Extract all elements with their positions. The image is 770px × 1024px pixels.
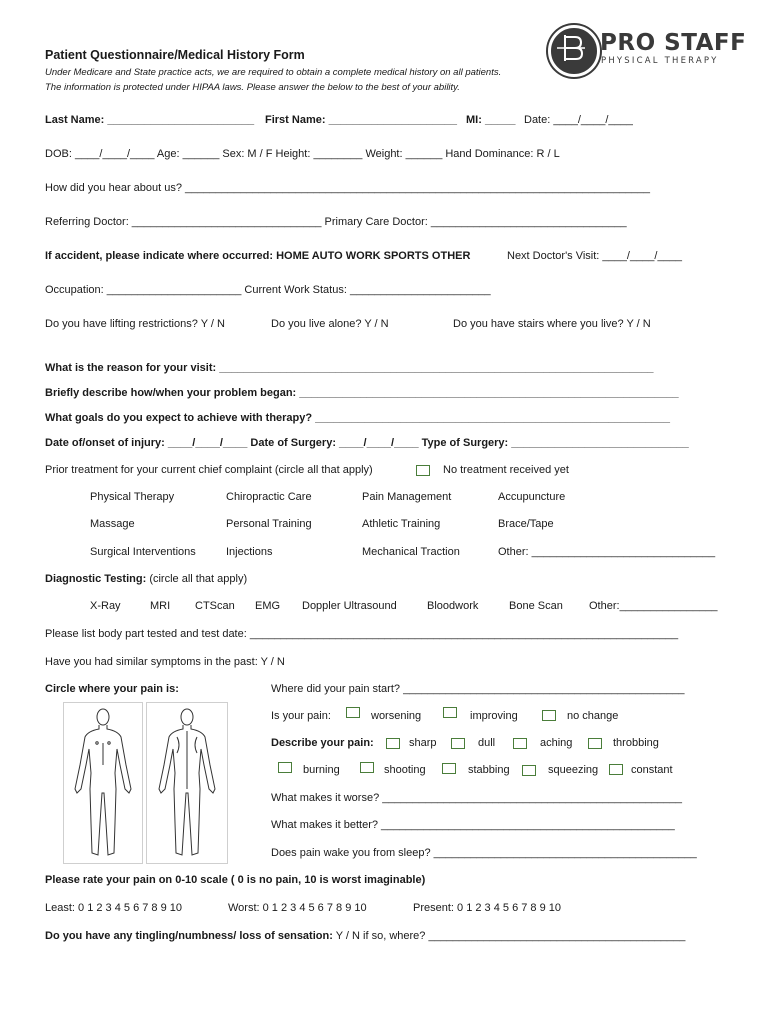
- burning-label: burning: [303, 764, 340, 776]
- describe-pain-label: Describe your pain:: [271, 737, 374, 749]
- throbbing-label: throbbing: [613, 737, 659, 749]
- stabbing-checkbox[interactable]: [442, 763, 456, 774]
- diagnostic-option[interactable]: Bloodwork: [427, 600, 479, 612]
- diagnostic-label-bold: Diagnostic Testing:: [45, 573, 147, 585]
- dull-label: dull: [478, 737, 496, 749]
- burning-checkbox[interactable]: [278, 762, 292, 773]
- logo-mark: [548, 25, 600, 77]
- injury-dates-row[interactable]: Date of/onset of injury: ____/____/____ Date of Surgery: ____/____/____ Type of Surgery: _____________________________: [45, 437, 689, 449]
- constant-label: constant: [631, 764, 673, 776]
- prior-treatment-label: Prior treatment for your current chief complaint (circle all that apply): [45, 464, 373, 476]
- form-title: Patient Questionnaire/Medical History Form: [45, 48, 305, 62]
- worsening-checkbox[interactable]: [346, 707, 360, 718]
- mi-field[interactable]: MI: _____: [466, 114, 516, 126]
- treatment-option[interactable]: Athletic Training: [362, 518, 441, 530]
- diagnostic-option[interactable]: X-Ray: [90, 600, 121, 612]
- body-part-field[interactable]: Please list body part tested and test date: ______________________________________________________________________: [45, 628, 679, 640]
- diagnostic-option[interactable]: MRI: [150, 600, 171, 612]
- tingling-answer[interactable]: Y / N if so, where? __________________________________________: [335, 930, 686, 942]
- doctor-row[interactable]: Referring Doctor: _______________________________ Primary Care Doctor: ________________________________: [45, 216, 627, 228]
- live-alone-question[interactable]: Do you live alone? Y / N: [271, 318, 389, 330]
- dob-row[interactable]: DOB: ____/____/____ Age: ______ Sex: M / F Height: ________ Weight: ______ Hand Dominance: R / L: [45, 148, 560, 160]
- treatment-option[interactable]: Personal Training: [226, 518, 312, 530]
- intro-line-2: The information is protected under HIPAA laws. Please answer the below to the best of your ability.: [45, 82, 460, 93]
- intro-line-1: Under Medicare and State practice acts, we are required to obtain a complete medical history on all patients.: [45, 67, 502, 78]
- pain-trend-label: Is your pain:: [271, 710, 331, 722]
- occupation-row[interactable]: Occupation: ______________________ Current Work Status: _______________________: [45, 284, 491, 296]
- body-front-icon: [64, 703, 142, 863]
- treatment-option[interactable]: Accupuncture: [498, 491, 566, 503]
- no-treatment-checkbox[interactable]: [416, 465, 430, 476]
- no-change-label: no change: [567, 710, 619, 722]
- diagnostic-option[interactable]: EMG: [255, 600, 281, 612]
- treatment-option[interactable]: Mechanical Traction: [362, 546, 460, 558]
- body-back-figure[interactable]: [146, 702, 228, 864]
- better-field[interactable]: What makes it better? ________________________________________________: [271, 819, 675, 831]
- date-field[interactable]: Date: ____/____/____: [524, 114, 633, 126]
- present-scale[interactable]: Present: 0 1 2 3 4 5 6 7 8 9 10: [413, 902, 561, 914]
- worst-scale[interactable]: Worst: 0 1 2 3 4 5 6 7 8 9 10: [228, 902, 367, 914]
- worsening-label: worsening: [371, 710, 422, 722]
- sharp-label: sharp: [409, 737, 437, 749]
- tingling-label: Do you have any tingling/numbness/ loss of sensation:: [45, 930, 333, 942]
- diagnostic-label: [45, 573, 247, 586]
- treatment-option[interactable]: Brace/Tape: [498, 518, 554, 530]
- least-scale[interactable]: Least: 0 1 2 3 4 5 6 7 8 9 10: [45, 902, 182, 914]
- similar-symptoms-question[interactable]: Have you had similar symptoms in the past: Y / N: [45, 656, 285, 668]
- circle-pain-label: Circle where your pain is:: [45, 683, 179, 695]
- next-visit-field[interactable]: Next Doctor's Visit: ____/____/____: [507, 250, 682, 262]
- throbbing-checkbox[interactable]: [588, 738, 602, 749]
- shooting-label: shooting: [384, 764, 426, 776]
- pain-start-field[interactable]: Where did your pain start? ______________________________________________: [271, 683, 685, 695]
- treatment-option[interactable]: Physical Therapy: [90, 491, 175, 503]
- no-change-checkbox[interactable]: [542, 710, 556, 721]
- diagnostic-option[interactable]: Doppler Ultrasound: [302, 600, 397, 612]
- hear-about-field[interactable]: How did you hear about us? ____________________________________________________________________________: [45, 182, 650, 194]
- sharp-checkbox[interactable]: [386, 738, 400, 749]
- treatment-other-field[interactable]: Other: ______________________________: [498, 546, 716, 558]
- improving-label: improving: [470, 710, 518, 722]
- diagnostic-option[interactable]: CTScan: [195, 600, 235, 612]
- lifting-question[interactable]: Do you have lifting restrictions? Y / N: [45, 318, 225, 330]
- shooting-checkbox[interactable]: [360, 762, 374, 773]
- diagnostic-option[interactable]: Bone Scan: [509, 600, 563, 612]
- reason-field[interactable]: What is the reason for your visit: _______________________________________________________________________: [45, 362, 654, 374]
- treatment-option[interactable]: Massage: [90, 518, 135, 530]
- dull-checkbox[interactable]: [451, 738, 465, 749]
- body-back-icon: [147, 703, 227, 863]
- worse-field[interactable]: What makes it worse? _________________________________________________: [271, 792, 683, 804]
- aching-checkbox[interactable]: [513, 738, 527, 749]
- accident-location[interactable]: If accident, please indicate where occurred: HOME AUTO WORK SPORTS OTHER: [45, 250, 471, 262]
- treatment-option[interactable]: Surgical Interventions: [90, 546, 196, 558]
- constant-checkbox[interactable]: [609, 764, 623, 775]
- logo-brand: PRO STAFF: [600, 30, 747, 56]
- aching-label: aching: [540, 737, 573, 749]
- tingling-question[interactable]: [45, 930, 685, 943]
- body-front-figure[interactable]: [63, 702, 143, 864]
- diagnostic-label-note: (circle all that apply): [149, 573, 248, 585]
- pain-scale-title: Please rate your pain on 0-10 scale ( 0 is no pain, 10 is worst imaginable): [45, 874, 426, 886]
- improving-checkbox[interactable]: [443, 707, 457, 718]
- goals-field[interactable]: What goals do you expect to achieve with therapy? __________________________________________________________: [45, 412, 670, 424]
- treatment-option[interactable]: Pain Management: [362, 491, 452, 503]
- squeezing-label: squeezing: [548, 764, 599, 776]
- stabbing-label: stabbing: [468, 764, 510, 776]
- sleep-field[interactable]: Does pain wake you from sleep? ___________________________________________: [271, 847, 697, 859]
- first-name-field[interactable]: First Name: _____________________: [265, 114, 458, 126]
- diagnostic-other-field[interactable]: Other:________________: [589, 600, 718, 612]
- logo-tagline: PHYSICAL THERAPY: [601, 56, 719, 66]
- no-treatment-label: No treatment received yet: [443, 464, 569, 476]
- last-name-field[interactable]: Last Name: ________________________: [45, 114, 255, 126]
- problem-began-field[interactable]: Briefly describe how/when your problem began: ______________________________________________________________: [45, 387, 679, 399]
- stairs-question[interactable]: Do you have stairs where you live? Y / N: [453, 318, 651, 330]
- squeezing-checkbox[interactable]: [522, 765, 536, 776]
- treatment-option[interactable]: Injections: [226, 546, 273, 558]
- logo-b-icon: [551, 28, 591, 68]
- treatment-option[interactable]: Chiropractic Care: [226, 491, 312, 503]
